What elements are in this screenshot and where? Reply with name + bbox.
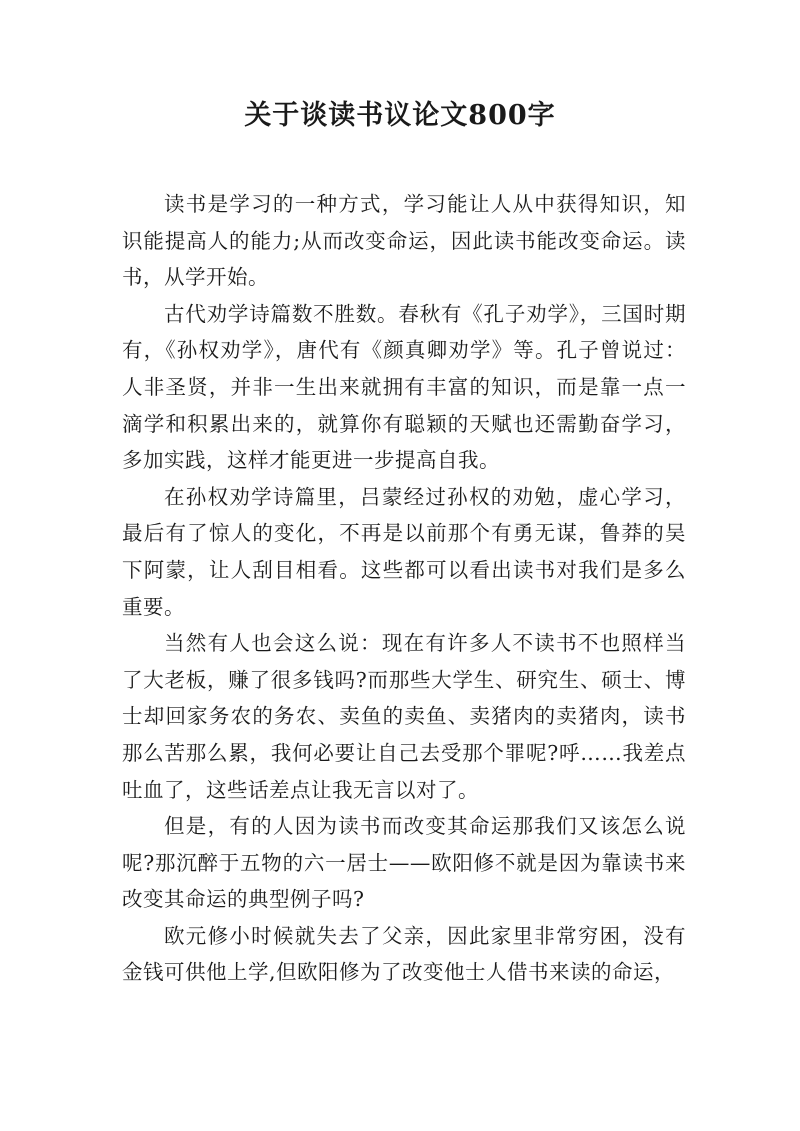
paragraph-2: 古代劝学诗篇数不胜数。春秋有《孔子劝学》，三国时期有，《孙权劝学》，唐代有《颜真卿劝学》等。孔子曾说过：人非圣贤，并非一生出来就拥有丰富的知识，而是靠一点一滴学和积累出来的，就算你有聪颖的天赋也还需勤奋学习，多加实践，这样才能更进一步提高自我。: [122, 301, 686, 473]
paragraph-6: 欧元修小时候就失去了父亲，因此家里非常穷困，没有金钱可供他上学,但欧阳修为了改变他士人借书来读的命运，: [122, 923, 686, 985]
paragraph-4: 当然有人也会这么说：现在有许多人不读书不也照样当了大老板，赚了很多钱吗?而那些大学生、研究生、硕士、博士却回家务农的务农、卖鱼的卖鱼、卖猪肉的卖猪肉，读书那么苦那么累，我何必要让自己去受那个罪呢?呼……我差点吐血了，这些话差点让我无言以对了。: [122, 631, 686, 802]
document-title: 关于谈读书议论文800字: [244, 100, 556, 131]
paragraph-3: 在孙权劝学诗篇里，吕蒙经过孙权的劝勉，虚心学习，最后有了惊人的变化，不再是以前那个有勇无谋，鲁莽的吴下阿蒙，让人刮目相看。这些都可以看出读书对我们是多么重要。: [122, 484, 686, 619]
paragraph-5: 但是，有的人因为读书而改变其命运那我们又该怎么说呢?那沉醉于五物的六一居士——欧阳修不就是因为靠读书来改变其命运的典型例子吗?: [122, 814, 686, 912]
paragraph-1: 读书是学习的一种方式，学习能让人从中获得知识，知识能提高人的能力;从而改变命运，因此读书能改变命运。读书，从学开始。: [122, 192, 686, 290]
document-body: [122, 186, 686, 991]
